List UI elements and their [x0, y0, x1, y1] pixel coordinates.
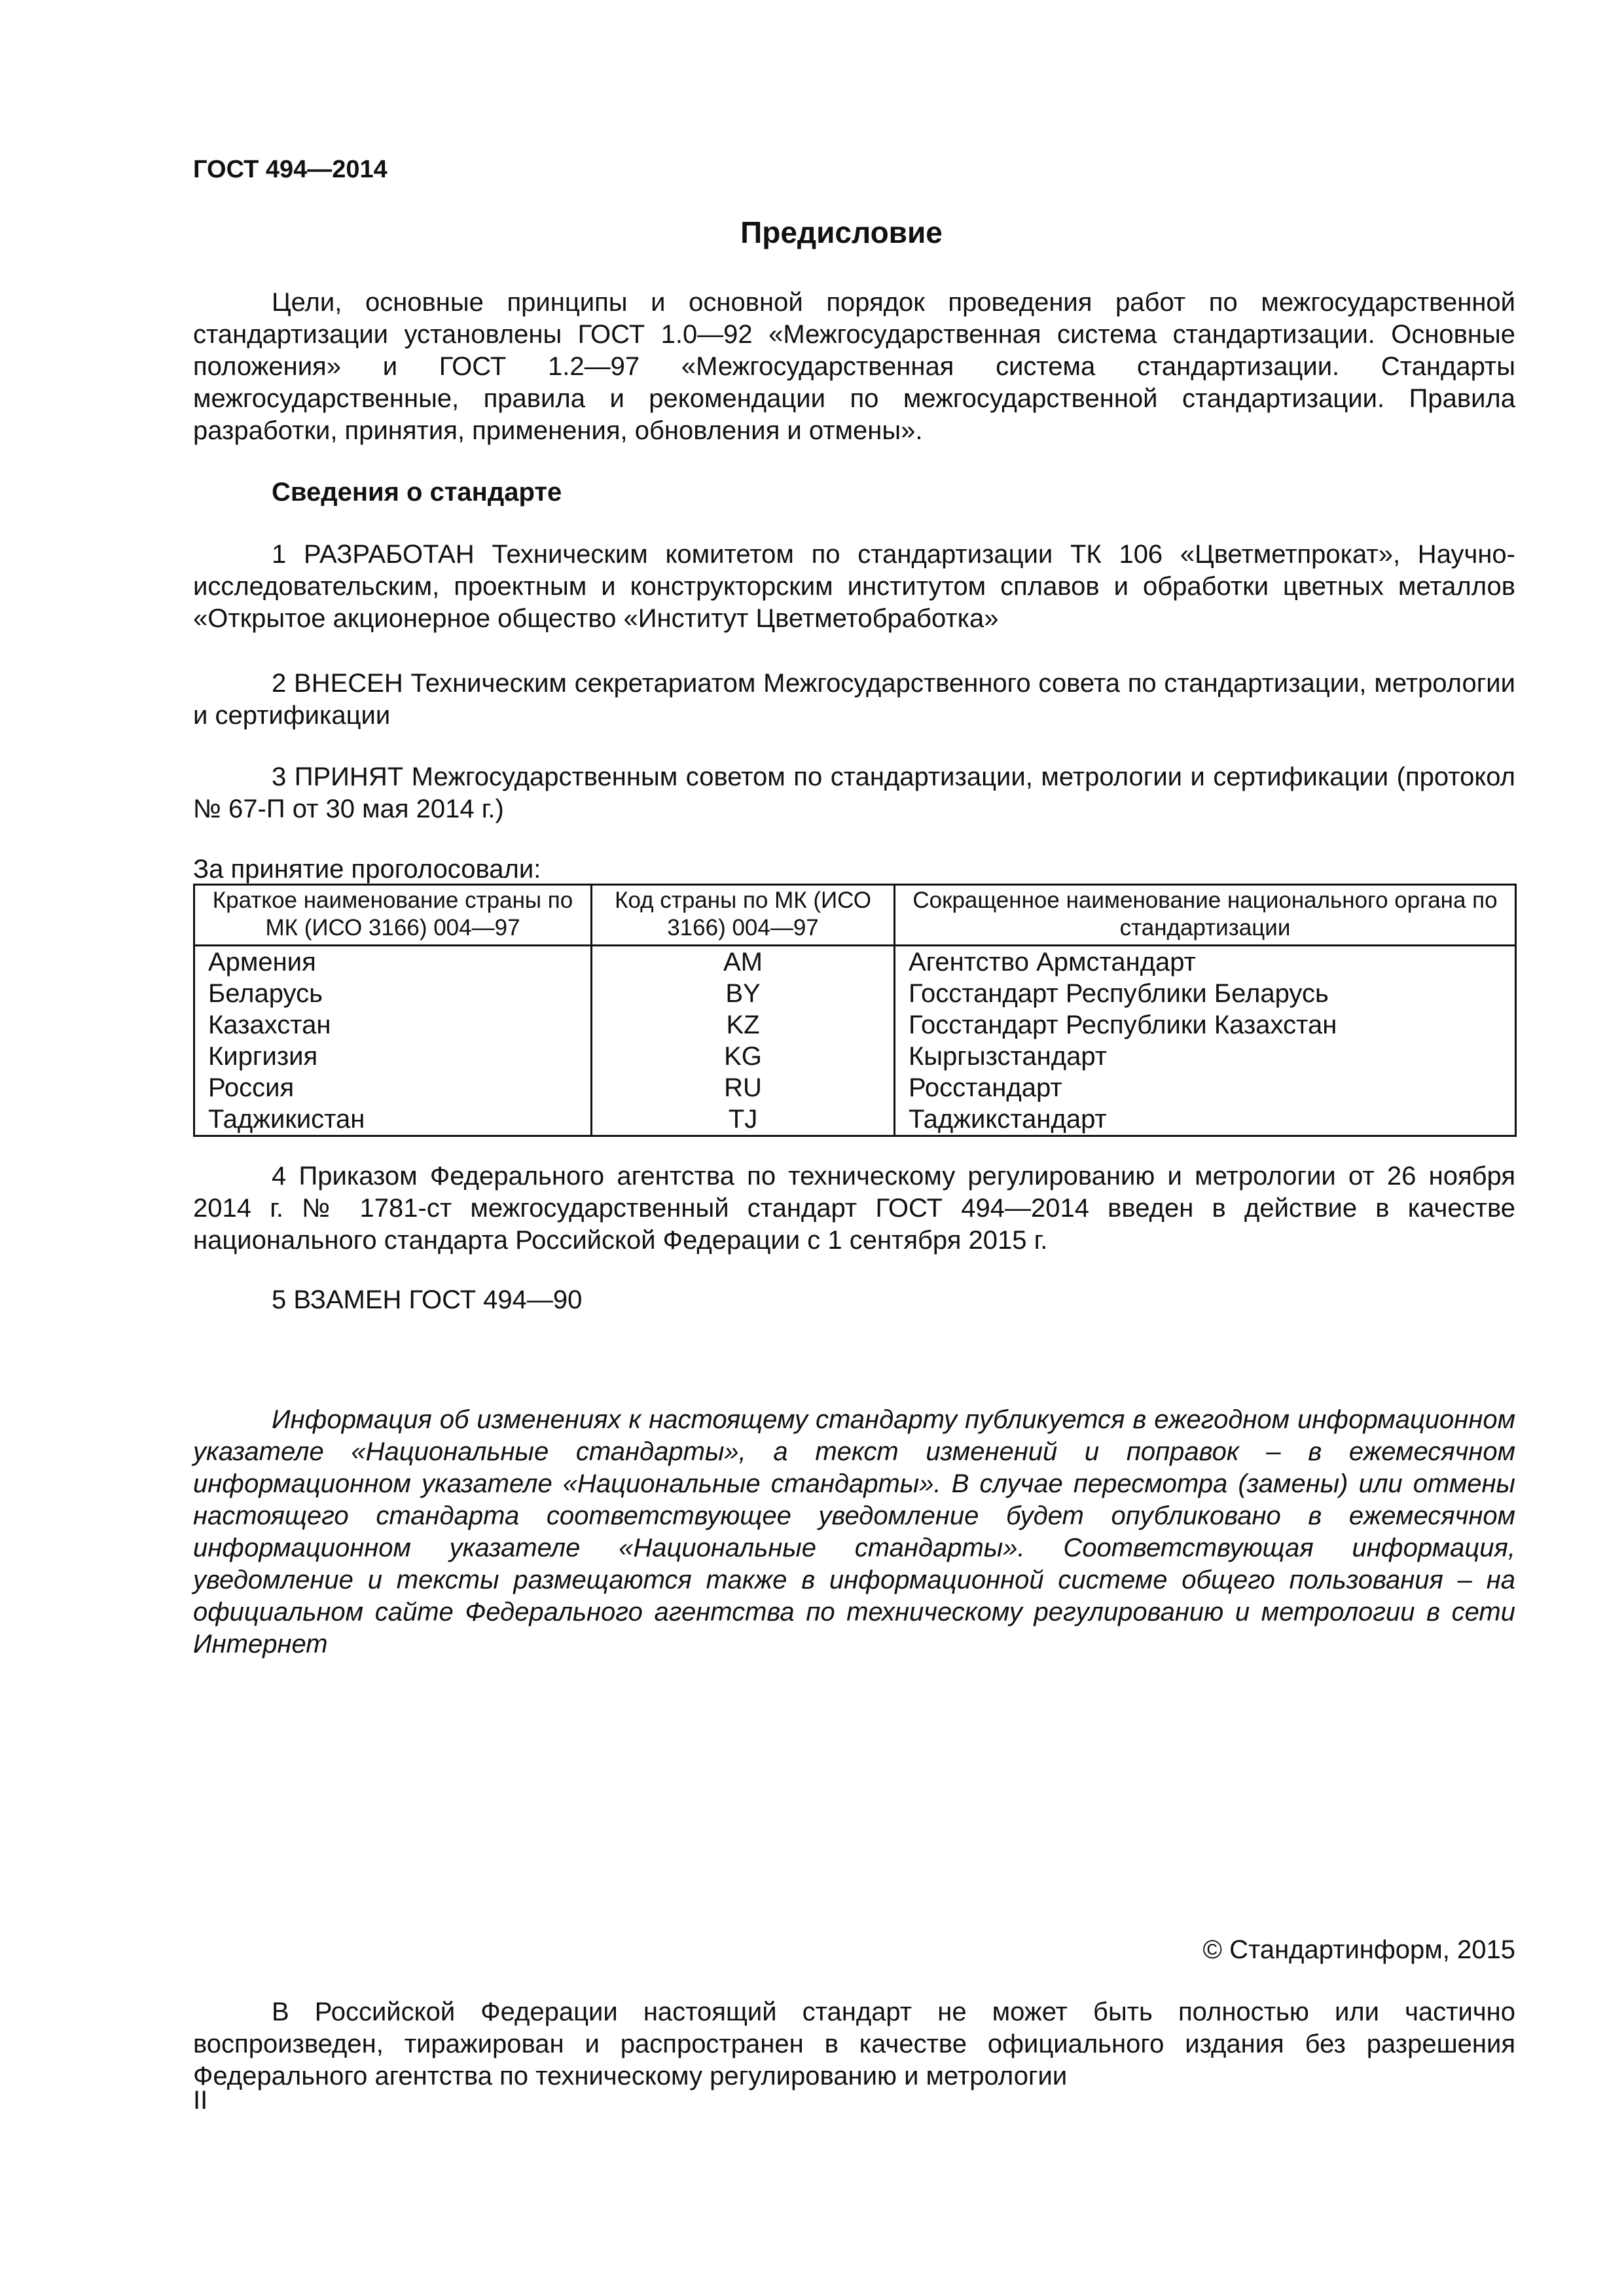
code-cell: BY [592, 978, 895, 1009]
authority-cell: Росстандарт [895, 1072, 1516, 1103]
table-row [194, 1072, 1516, 1103]
table-row [194, 946, 1516, 978]
section-heading: Сведения о стандарте [272, 478, 562, 507]
column-header-code: Код страны по МК (ИСО 3166) 004—97 [592, 885, 895, 946]
item-3-paragraph: 3 ПРИНЯТ Межгосударственным советом по стандартизации, метрологии и сертификации (протокол № 67-П от 30 мая 2014 г.) [193, 762, 1515, 823]
table-header-row [194, 885, 1516, 946]
authority-cell: Госстандарт Республики Казахстан [895, 1009, 1516, 1041]
country-cell: Россия [194, 1072, 592, 1103]
country-cell: Киргизия [194, 1041, 592, 1072]
voting-table [193, 884, 1517, 1137]
item-2-paragraph: 2 ВНЕСЕН Техническим секретариатом Межгосударственного совета по стандартизации, метрологии и сертификации [193, 669, 1515, 730]
table-row [194, 1041, 1516, 1072]
reproduction-notice: В Российской Федерации настоящий стандарт не может быть полностью или частично воспроизведен, тиражирован и распространен в качестве официального издания без разрешения Федерального агентства по техническому регулированию и метрологии [193, 1998, 1515, 2090]
country-cell: Казахстан [194, 1009, 592, 1041]
country-cell: Армения [194, 946, 592, 978]
table-row [194, 978, 1516, 1009]
code-cell: KZ [592, 1009, 895, 1041]
authority-cell: Агентство Армстандарт [895, 946, 1516, 978]
authority-cell: Госстандарт Республики Беларусь [895, 978, 1516, 1009]
code-cell: TJ [592, 1103, 895, 1136]
changes-notice: Информация об изменениях к настоящему стандарту публикуется в ежегодном информационном указателе «Национальные стандарты», а текст изменений и поправок – в ежемесячном информационном указателе «Национальные стандарты». В случае пересмотра (замены) или отмены настоящего стандарта соответствующее уведомление будет опубликовано в ежемесячном информационном указателе «Национальные стандарты». Соответствующая информация, уведомление и тексты размещаются также в информационной системе общего пользования – на официальном сайте Федерального агентства по техническому регулированию и метрологии в сети Интернет [193, 1405, 1515, 1659]
country-cell: Таджикистан [194, 1103, 592, 1136]
voting-table-wrapper [193, 884, 1515, 1137]
vote-caption: За принятие проголосовали: [193, 855, 541, 884]
column-header-country: Краткое наименование страны по МК (ИСО 3166) 004—97 [194, 885, 592, 946]
authority-cell: Таджикстандарт [895, 1103, 1516, 1136]
authority-cell: Кыргызстандарт [895, 1041, 1516, 1072]
document-code: ГОСТ 494—2014 [193, 156, 388, 183]
code-cell: KG [592, 1041, 895, 1072]
code-cell: RU [592, 1072, 895, 1103]
item-5-paragraph: 5 ВЗАМЕН ГОСТ 494—90 [272, 1285, 583, 1314]
copyright-line: © Стандартинформ, 2015 [1202, 1935, 1515, 1964]
page-number: II [193, 2086, 208, 2115]
table-row [194, 1009, 1516, 1041]
code-cell: AM [592, 946, 895, 978]
item-4-paragraph: 4 Приказом Федерального агентства по техническому регулированию и метрологии от 26 ноября 2014 г. № 1781-ст межгосударственный стандарт ГОСТ 494—2014 введен в действие в качестве национального стандарта Российской Федерации с 1 сентября 2015 г. [193, 1162, 1515, 1255]
item-1-paragraph: 1 РАЗРАБОТАН Техническим комитетом по стандартизации ТК 106 «Цветметпрокат», Научно-исследовательским, проектным и конструкторским институтом сплавов и обработки цветных металлов «Открытое акционерное общество «Институт Цветметобработка» [193, 540, 1515, 633]
page-title: Предисловие [740, 215, 943, 249]
country-cell: Беларусь [194, 978, 592, 1009]
table-row [194, 1103, 1516, 1136]
intro-paragraph: Цели, основные принципы и основной порядок проведения работ по межгосударственной стандартизации установлены ГОСТ 1.0—92 «Межгосударственная система стандартизации. Основные положения» и ГОСТ 1.2—97 «Межгосударственная система стандартизации. Стандарты межгосударственные, правила и рекомендации по межгосударственной стандартизации. Правила разработки, принятия, применения, обновления и отмены». [193, 288, 1515, 445]
column-header-authority: Сокращенное наименование национального органа по стандартизации [895, 885, 1516, 946]
